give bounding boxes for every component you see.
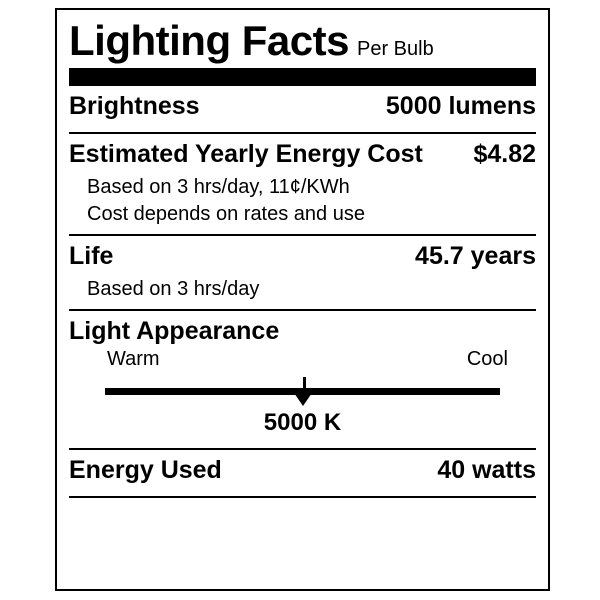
life-value: 45.7 years bbox=[415, 242, 536, 270]
life-note-1: Based on 3 hrs/day bbox=[87, 278, 260, 300]
life-section bbox=[69, 236, 536, 309]
brightness-section bbox=[69, 86, 536, 132]
light-appearance-section bbox=[69, 311, 536, 448]
scale-max-label: Cool bbox=[466, 348, 508, 370]
appearance-scale-endpoints bbox=[69, 348, 536, 373]
energy-cost-value: $4.82 bbox=[473, 140, 536, 168]
life-label: Life bbox=[69, 242, 114, 270]
energy-used-row bbox=[69, 450, 536, 491]
label-blank-footer bbox=[69, 498, 536, 588]
energy-used-section bbox=[69, 450, 536, 496]
energy-cost-note-2: Cost depends on rates and use bbox=[87, 203, 365, 225]
scale-pointer-triangle-icon bbox=[292, 390, 314, 406]
energy-cost-label: Estimated Yearly Energy Cost bbox=[69, 140, 423, 168]
life-row bbox=[69, 236, 536, 277]
appearance-scale bbox=[105, 377, 500, 403]
color-temperature-value: 5000 K bbox=[263, 409, 342, 436]
energy-cost-note-1: Based on 3 hrs/day, 11¢/KWh bbox=[87, 176, 350, 198]
page-subtitle: Per Bulb bbox=[357, 38, 434, 60]
energy-used-label: Energy Used bbox=[69, 456, 222, 484]
lighting-facts-label bbox=[55, 8, 550, 591]
brightness-row bbox=[69, 86, 536, 127]
brightness-value: 5000 lumens bbox=[385, 92, 536, 120]
energy-used-value: 40 watts bbox=[437, 456, 536, 484]
scale-min-label: Warm bbox=[107, 348, 160, 370]
page-title: Lighting Facts bbox=[69, 17, 349, 64]
brightness-label: Brightness bbox=[69, 92, 200, 120]
light-appearance-label: Light Appearance bbox=[69, 317, 280, 345]
title-divider-bar bbox=[69, 68, 536, 86]
energy-cost-row bbox=[69, 134, 536, 175]
energy-cost-section bbox=[69, 134, 536, 234]
label-title-row bbox=[69, 10, 536, 66]
